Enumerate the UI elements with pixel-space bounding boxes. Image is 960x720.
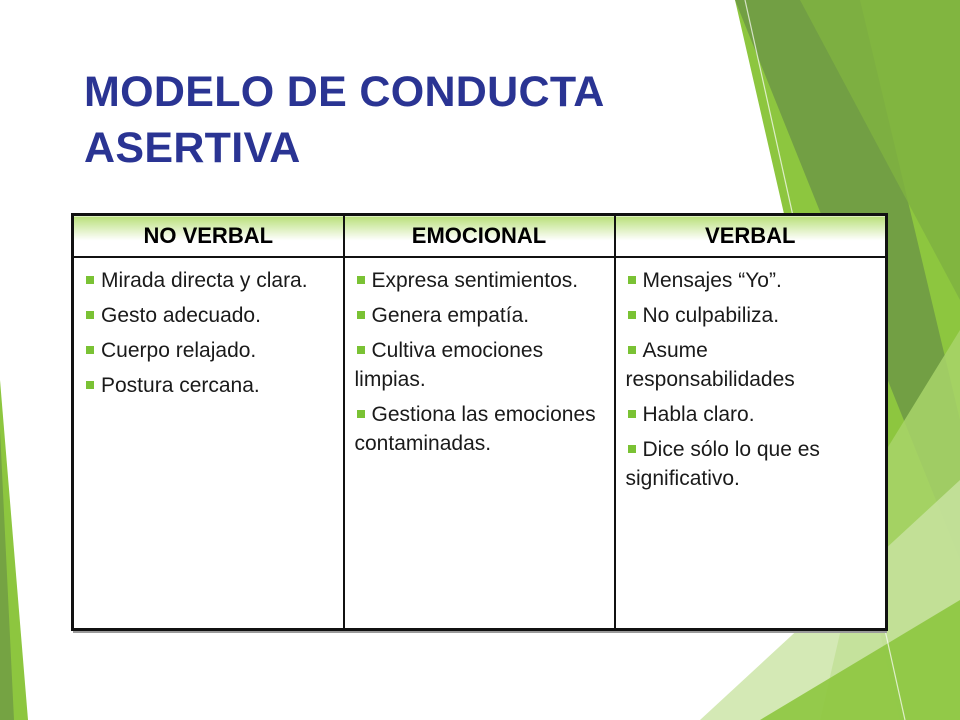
square-bullet-icon	[357, 276, 365, 284]
assertive-behavior-table	[71, 213, 885, 631]
list-item: Mensajes “Yo”.	[626, 266, 880, 295]
list-item: Cuerpo relajado.	[84, 336, 337, 365]
list-item: Asume responsabilidades	[625, 339, 795, 391]
column-emocional	[344, 257, 615, 630]
square-bullet-icon	[86, 311, 94, 319]
square-bullet-icon	[628, 445, 636, 453]
slide-title: MODELO DE CONDUCTA ASERTIVA	[84, 68, 603, 172]
square-bullet-icon	[357, 311, 365, 319]
square-bullet-icon	[86, 346, 94, 354]
list-item: Expresa sentimientos.	[355, 266, 608, 295]
square-bullet-icon	[628, 311, 636, 319]
header-emocional: EMOCIONAL	[344, 215, 615, 258]
list-item: Genera empatía.	[355, 301, 608, 330]
square-bullet-icon	[628, 346, 636, 354]
list-item: Dice sólo lo que es significativo.	[625, 438, 820, 490]
list-item: Habla claro.	[626, 400, 880, 429]
list-item: Mirada directa y clara.	[84, 266, 337, 295]
square-bullet-icon	[628, 276, 636, 284]
header-no-verbal: NO VERBAL	[73, 215, 344, 258]
square-bullet-icon	[86, 276, 94, 284]
list-item: Gestiona las emociones contaminadas.	[354, 403, 596, 455]
list-item: No culpabiliza.	[626, 301, 880, 330]
header-verbal: VERBAL	[615, 215, 887, 258]
list-item: Gesto adecuado.	[84, 301, 337, 330]
column-no-verbal	[73, 257, 344, 630]
square-bullet-icon	[357, 346, 365, 354]
square-bullet-icon	[357, 410, 365, 418]
square-bullet-icon	[628, 410, 636, 418]
list-item: Postura cercana.	[84, 371, 337, 400]
square-bullet-icon	[86, 381, 94, 389]
column-verbal	[615, 257, 887, 630]
list-item: Cultiva emociones limpias.	[354, 339, 544, 391]
